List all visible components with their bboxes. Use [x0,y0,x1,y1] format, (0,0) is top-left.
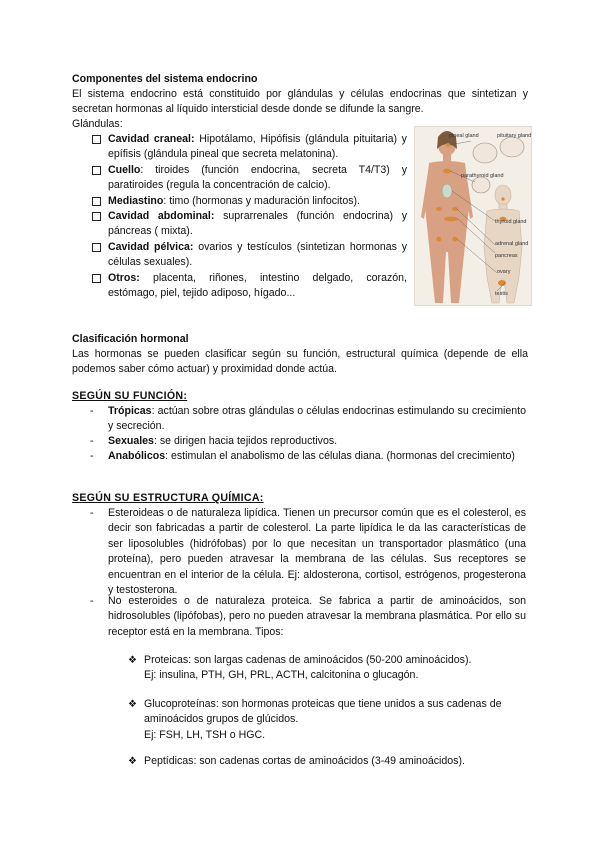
label-pituitary: pituitary gland [497,133,531,139]
label-testis: testis [495,291,508,297]
label-thyroid: thyroid gland [495,219,527,225]
glands-label: Glándulas: [72,118,123,130]
intro-paragraph [72,87,528,118]
funcion-item-anabolicos: - Anabólicos: estimulan el anabolismo de las células diana. (hormonas del crecimiento) [90,450,515,462]
intro-line-1: El sistema endocrino está constituido por glándulas y células endocrinas que sintetizan y [72,88,528,100]
diamond-bullet-icon: ❖ [128,756,137,767]
section-title-componentes: Componentes del sistema endocrino [72,73,258,85]
gland-item-craneal: Cavidad craneal: Hipotálamo, Hipófisis (glándula pituitaria) y epífisis (glándula pineal que secreta melatonina). [92,132,407,163]
checkbox-icon[interactable] [92,243,101,252]
tipo-item-glucoproteinas: ❖ Glucoproteínas: son hormonas proteicas que tiene unidos a sus cadenas de aminoácidos grupos de glúcidos. Ej: FSH, LH, TSH o HGC. [128,698,502,741]
label-pancreas: pancreas [495,253,518,259]
checkbox-icon[interactable] [92,212,101,221]
gland-item-pelvica: Cavidad pélvica: ovarios y testículos (sintetizan hormonas y células sexuales). [92,240,407,271]
gland-item-otros: Otros: placenta, riñones, intestino delgado, corazón, estómago, piel, tejido adiposo, hígado... [92,271,407,302]
label-parathyroid: parathyroid gland [461,173,504,179]
endocrine-anatomy-illustration [415,127,531,305]
checkbox-icon[interactable] [92,197,101,206]
funcion-item-tropicas: - Trópicas: actúan sobre otras glándulas o células endocrinas estimulando su crecimiento y secreción. [90,405,526,433]
gland-item-cuello: Cuello: tiroides (función endocrina, secreta T4/T3) y paratiroides (regula la concentración de calcio). [92,163,407,194]
tipo-item-proteicas: ❖ Proteicas: son largas cadenas de aminoácidos (50-200 aminoácidos). Ej: insulina, PTH, GH, PRL, ACTH, calcitonina o glucagón. [128,654,472,682]
label-adrenal: adrenal gland [495,241,529,247]
clasificacion-line-2: podemos saber cómo actuar) y proximidad donde actúa. [72,363,337,376]
clasificacion-paragraph [72,347,528,378]
estructura-item-no-esteroides: - No esteroides o de naturaleza proteica. Se fabrica a partir de aminoácidos, son hidrosolubles (lipófobas), pero no pueden atravesar la membrana plasmática. Por ello su receptor está en la membrana. Tipos: [90,595,526,638]
gland-item-mediastino: Mediastino: timo (hormonas y maduración linfocitos). [92,194,407,209]
heading-segun-estructura: SEGÚN SU ESTRUCTURA QUÍMICA: [72,492,264,504]
checkbox-icon[interactable] [92,135,101,144]
checkbox-icon[interactable] [92,274,101,283]
label-pineal: pineal gland [449,133,479,139]
gland-item-abdominal: Cavidad abdominal: suprarrenales (función endocrina) y páncreas ( mixta). [92,209,407,240]
diamond-bullet-icon: ❖ [128,655,137,666]
estructura-item-esteroideas: - Esteroideas o de naturaleza lipídica. Tienen un precursor común que es el colesterol, es decir son fabricadas a partir de colesterol. La parte lipídica le da las características de ser liposolubles (hidrófobas) por lo que necesitan un transportador plasmático (una proteína), pero pueden atravesar la membrana de las células. Sus receptores se encuentran en el interior de la célula. Ej: aldosterona, cortisol, estrógenos, progesterona y testosterona. [90,507,526,597]
section-title-clasificacion: Clasificación hormonal [72,333,189,345]
intro-line-2: secretan hormonas al líquido intersticial desde donde se difunde la sangre. [72,103,424,116]
clasificacion-line-1: Las hormonas se pueden clasificar según su función, estructural química (depende de ella [72,348,528,360]
endocrine-system-figure [414,126,532,306]
tipo-item-peptidicas: ❖ Peptídicas: son cadenas cortas de aminoácidos (3-49 aminoácidos). [128,754,526,769]
heading-segun-funcion: SEGÚN SU FUNCIÓN: [72,390,188,402]
checkbox-icon[interactable] [92,166,101,175]
label-ovary: ovary [497,269,511,275]
diamond-bullet-icon: ❖ [128,699,137,710]
funcion-item-sexuales: - Sexuales: se dirigen hacia tejidos reproductivos. [90,435,338,447]
